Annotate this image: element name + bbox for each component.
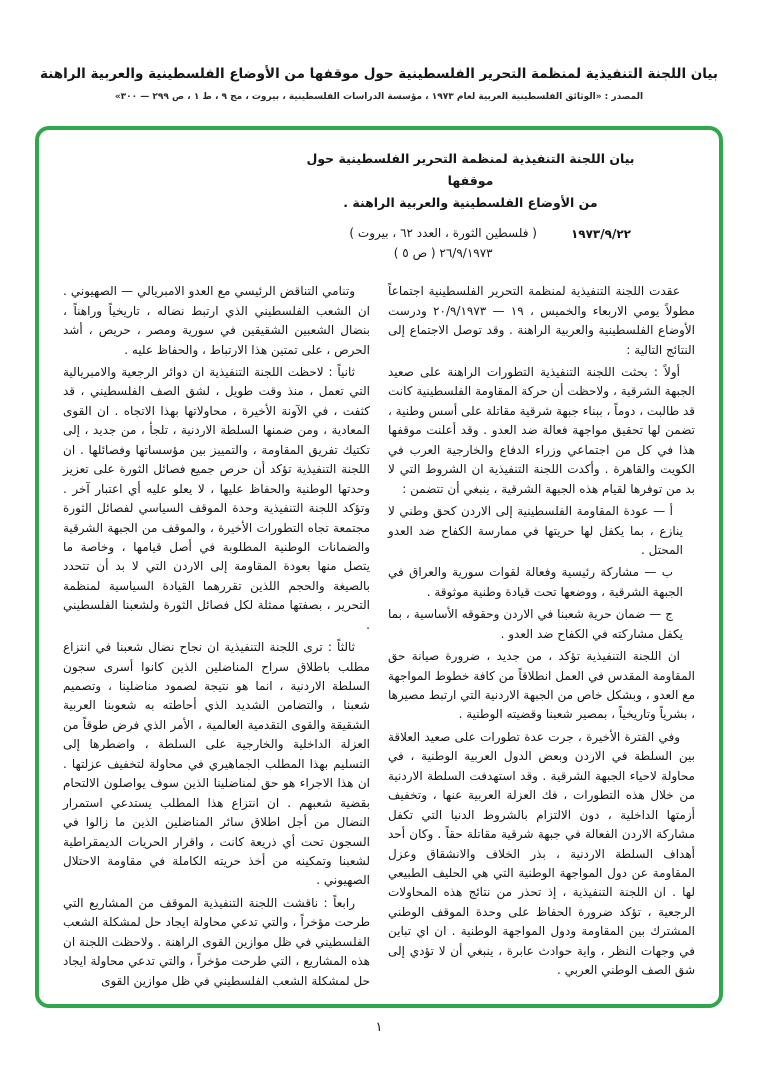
paragraph-first-point: أولاً : بحثت اللجنة التنفيذية التطورات الراهنة على صعيد الجبهة الشرقية ، ولاحظت أن حركة المقاومة الفلسطينية كانت قد طالبت ، دوماً ، ببناء جبهة شرقية مقاتلة على أسس وطنية ، تضمن لها تحقيق مواجهة فعالة ضد العدو . وقد أعلنت موقفها هذا في كل من اجتماعي وزراء الدفاع والخارجية العرب في الكويت والقاهرة . وأكدت اللجنة التنفيذية ان الشروط التي لا بد من توفرها لقيام هذه الجبهة الشرقية ، ينبغي أن تتضمن : [387,365,695,496]
paragraph-item-a: أ — عودة المقاومة الفلسطينية إلى الاردن كحق وطني لا ينازع ، بما يكفل لها حريتها في ممارسة الكفاح ضد العدو المحتل . [388,504,683,557]
date-block [63,225,631,262]
paragraph-intro: عقدت اللجنة التنفيذية لمنظمة التحرير الفلسطينية اجتماعاً مطولاً يومي الاربعاء والخميس ، ١٩ — ٢٠/٩/١٩٧٣ ودرست الأوضاع الفلسطينية والعربية الراهنة . وقد توصل الاجتماع إلى النتائج التالية : [388,284,695,357]
statement-date: ١٩٧٣/٩/٢٢ [570,227,631,242]
document-title: بيان اللجنة التنفيذية لمنظمة التحرير الفلسطينية حول موقفها من الأوضاع الفلسطينية والعربية الراهنة [40,66,718,82]
paragraph-recent-developments: وفي الفترة الأخيرة ، جرت عدة تطورات على صعيد العلاقة بين السلطة في الاردن وبعض الدول العربية الوطنية ، في محاولة لاحياء الجبهة الشرقية . وقد استهدفت السلطة الاردنية من خلال هذه التطورات ، فك العزلة العربية عنها ، وتخفيف أزمتها الداخلية ، دون الالتزام بالشروط الدنيا التي تكفل مشاركة الاردن الفعالة في جبهة شرقية مقاتلة حقاً . وكان أحد أهداف السلطة الاردنية ، بذر الخلاف والانشقاق وعزل المقاومة عن دول المواجهة الوطنية التي هي الحليف الطبيعي لها . ان اللجنة التنفيذية ، إذ تحذر من نتائج هذه المحاولات الرجعية ، تؤكد ضرورة الحفاظ على وحدة الموقف الوطني المشترك بين المقاومة ودول المواجهة الوطنية . ان اي تباين في وجهات النظر ، واية حوادث عابرة ، ينبغي أن لا تؤدي إلى شق الصف الوطني العربي . [388,729,695,978]
page-header [0,0,758,104]
page-number: ١ [375,1019,383,1035]
paragraph-second-point: ثانياً : لاحظت اللجنة التنفيذية ان دوائر الرجعية والامبريالية التي تعمل ، منذ وقت طويل ، لشق الصف الفلسطيني ، قد كثفت ، في الآونة الأخيرة ، محاولاتها بهذا الاتجاه . ان القوى المعادية ، ومن ضمنها السلطة الاردنية ، تلجأ ، من جديد ، إلى تكتيك تفريق المقاومة ، والتمييز بين مؤسساتها وفصائلها . ان اللجنة التنفيذية تؤكد أن حرص جميع فصائل الثورة على تعزيز وحدتها الوطنية والحفاظ عليها ، لا يعلو عليه أي اعتبار آخر . وتؤكد اللجنة التنفيذية وحدة الموقف السياسي لفصائل الثورة مجتمعة تجاه التطورات الأخيرة ، والموقف من الجبهة الشرقية والضمانات الوطنية المطلوبة في أصل قيامها ، وخاصة ما يتصل منها بعودة المقاومة إلى الاردن التي لا بد أن تتحدد بالصيغة والحجم اللذين تقررهما القيادة السياسية لمنظمة التحرير ، بصفتها ممثلة لكل فصائل الثورة ولشعبنا الفلسطيني . [63,365,370,632]
paragraph-affirmation: ان اللجنة التنفيذية تؤكد ، من جديد ، ضرورة صيانة حق المقاومة المقدس في العمل انطلاقاً من كافة خطوط المواجهة مع العدو ، وبشكل خاص من الجبهة الاردنية التي ارتبط مصيرها ، بشرياً وتاريخياً ، بمصير شعبنا وقضيته الوطنية . [388,649,695,722]
source-citation: المصدر : «الوثائق الفلسطينية العربية لعام ١٩٧٣ ، مؤسسة الدراسات الفلسطينية ، بيروت ، مج ٩ ، ط ١ ، ص ٢٩٩ — ٣٠٠» [114,92,644,103]
column-right [388,282,695,994]
paragraph-item-c: ج — ضمان حرية شعبنا في الاردن وحقوقه الأساسية ، بما يكفل مشاركته في الكفاح ضد العدو . [388,607,683,641]
paragraph-continuation: وتنامي التناقض الرئيسي مع العدو الامبريالي — الصهيوني . ان الشعب الفلسطيني الذي ارتبط نضاله ، تاريخياً وراهناً ، بنضال الشعبين الشقيقين في سورية ومصر ، حريص ، أشد الحرص ، على تمتين هذا الارتباط ، والحفاظ عليه . [63,284,370,357]
statement-heading-line1: بيان اللجنة التنفيذية لمنظمة التحرير الفلسطينية حول موقفها [306,150,635,188]
column-left [63,282,370,994]
paragraph-item-b: ب — مشاركة رئيسية وفعالة لقوات سورية والعراق في الجبهة الشرقية ، ووضعها تحت قيادة وطنية موثوقة . [388,565,683,599]
green-border-frame [35,126,723,1008]
journal-reference: ( فلسطين الثورة ، العدد ٦٢ ، بيروت ) [349,226,537,241]
paragraph-third-point: ثالثاً : ترى اللجنة التنفيذية ان نجاح نضال شعبنا في انتزاع مطلب باطلاق سراح المناضلين الذين كانوا أسرى سجون السلطة الاردنية ، انما هو نتيجة لصمود مناضلينا ، وتصميم شعبنا ، والتضامن الشديد الذي أحاطته به شعوبنا العربية الشقيقة والقوى التقدمية العالمية ، الأمر الذي فرض طوقاً من العزلة الداخلية والخارجية على السلطة ، واضطرها إلى التسليم بهذا المطلب الجماهيري في محاولة لتخفيف عزلتها . ان هذا الاجراء هو حق لمناضلينا الذين سوف يواصلون الالتحام بقضية شعبهم . ان انتزاع هذا المطلب يستدعي استمرار النضال من أجل اطلاق سائر المناضلين الذين ما زالوا في السجون تحت أي ذريعة كانت ، واقرار الحريات الديمقراطية لشعبنا وتمكينه من أخذ حريته الكاملة في مقاومة الاحتلال الصهيوني . [63,640,370,888]
paragraph-fourth-point: رابعاً : ناقشت اللجنة التنفيذية الموقف من المشاريع التي طرحت مؤخراً ، والتي تدعي محاولة ايجاد حل لمشكلة الشعب الفلسطيني في ظل موازين القوى الراهنة . ولاحظت اللجنة ان هذه المشاريع ، التي طرحت مؤخراً ، والتي تدعي محاولة ايجاد حل لمشكلة الشعب الفلسطيني في ظل موازين القوى [63,895,370,988]
publication-date: ٢٦/٩/١٩٧٣ ( ص ٥ ) [393,245,493,260]
statement-heading-line2: من الأوضاع الفلسطينية والعربية الراهنة . [343,194,598,210]
text-columns [63,282,695,994]
publication-reference [349,225,537,262]
statement-heading [298,148,643,214]
